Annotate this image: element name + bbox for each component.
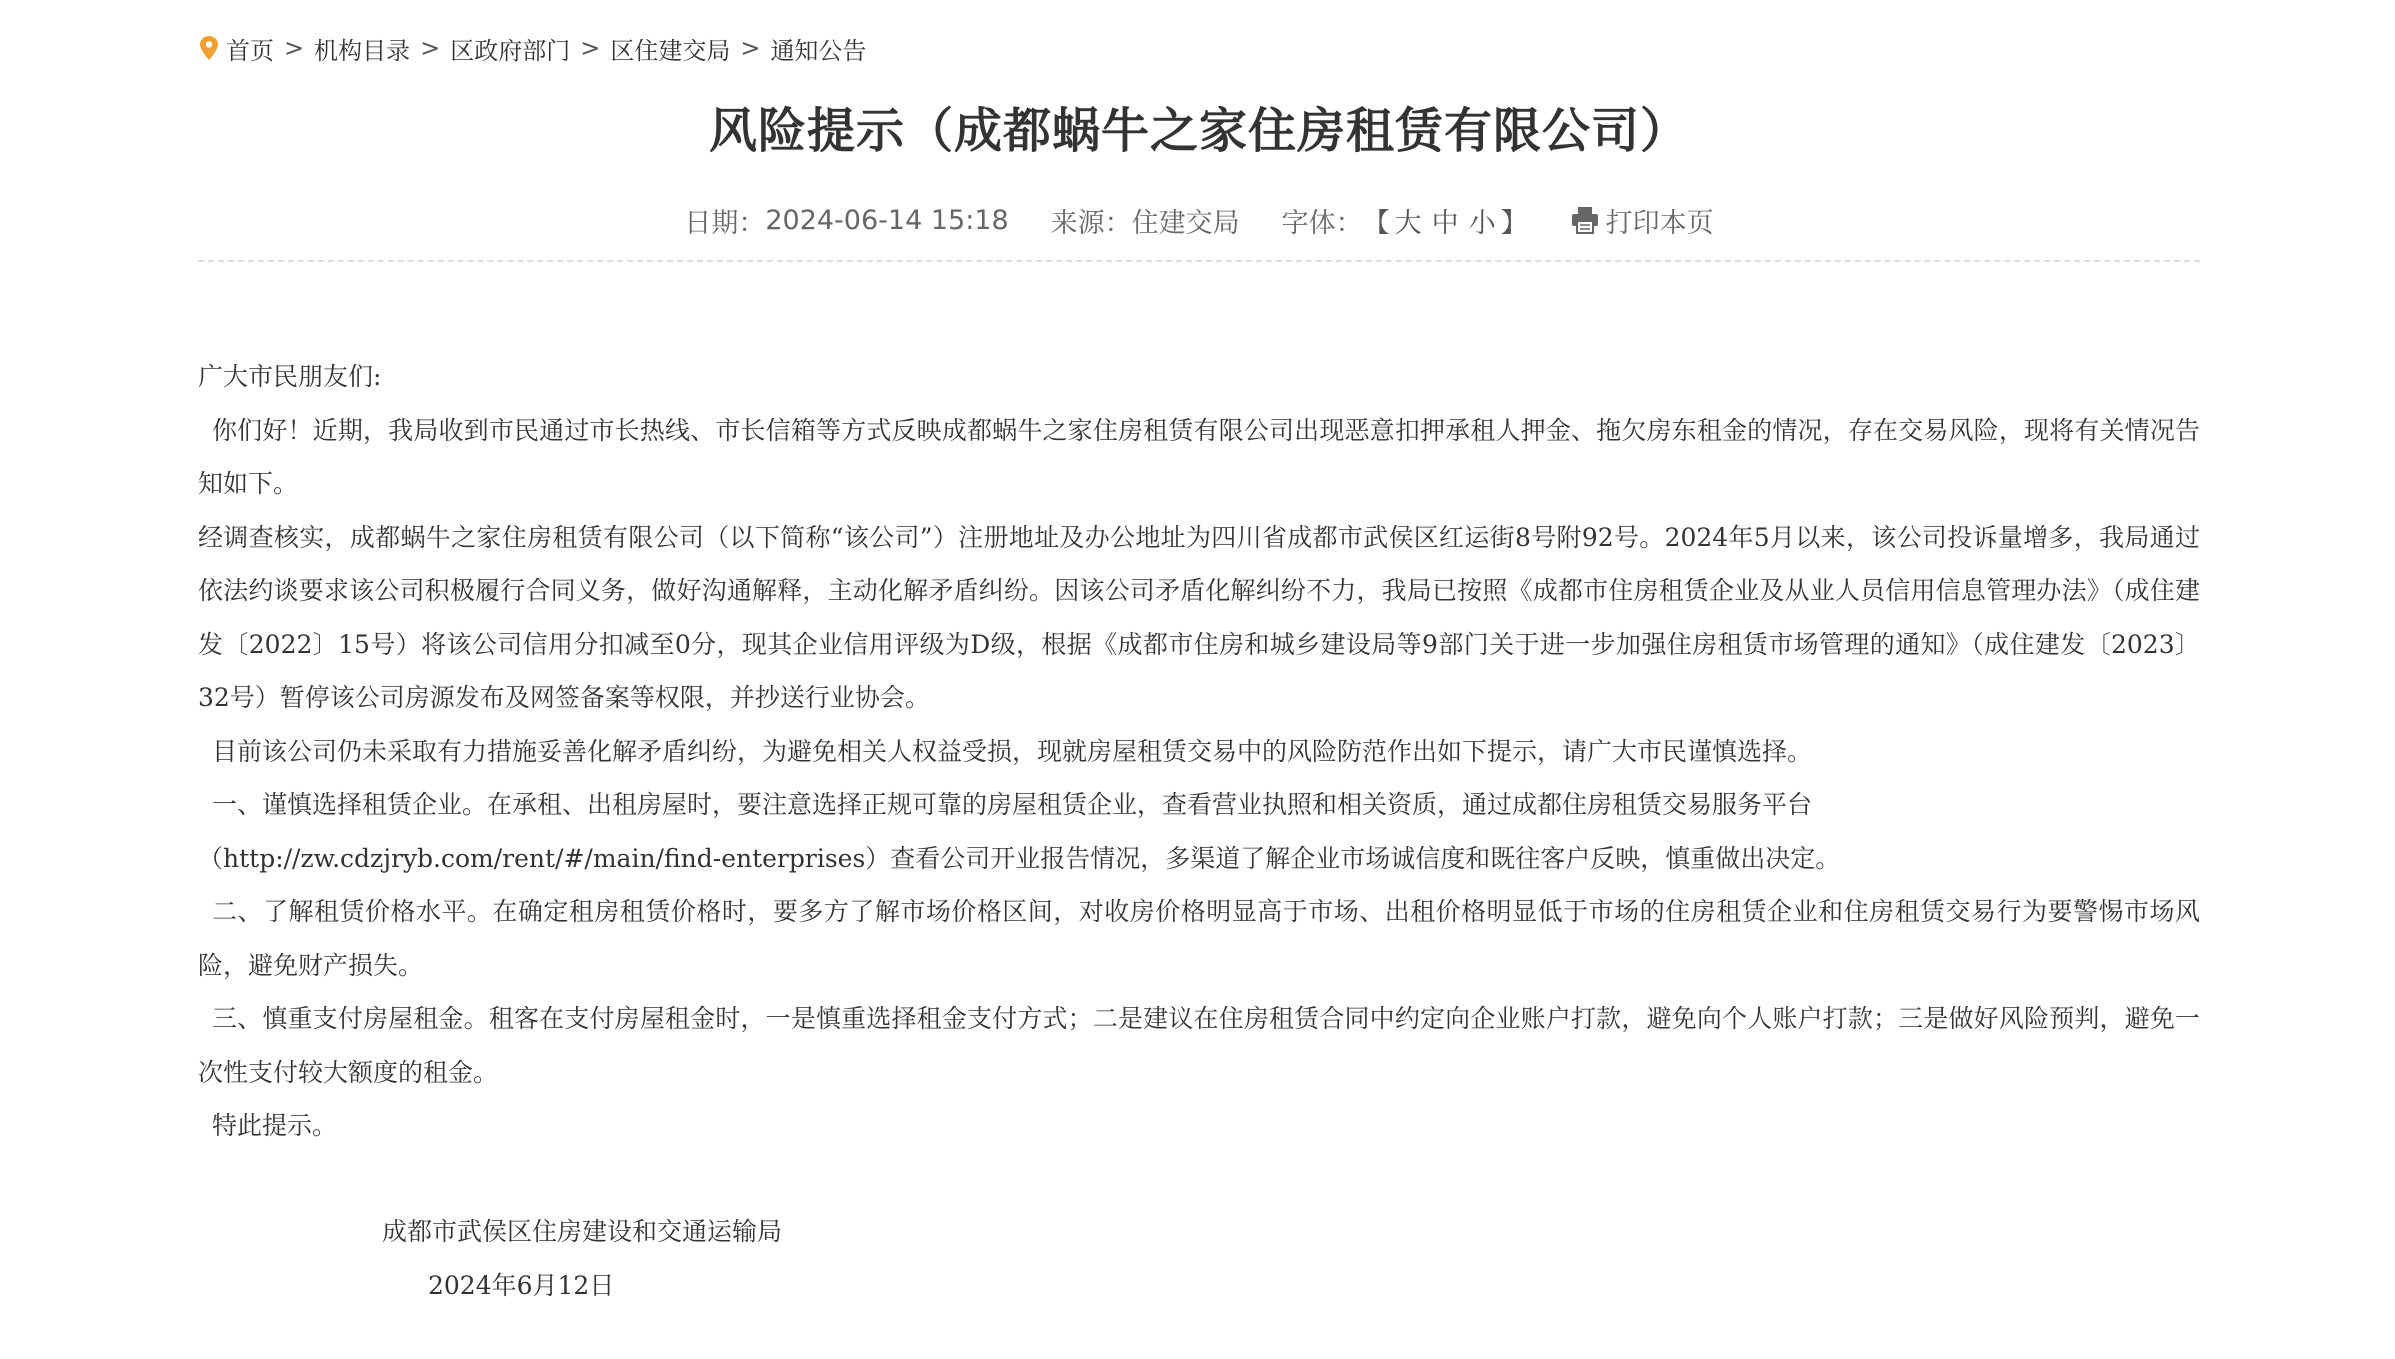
font-size-label: 字体：: [1281, 207, 1363, 239]
date-value: 2024-06-14 15:18: [765, 204, 1009, 236]
breadcrumb-district-departments[interactable]: 区政府部门: [450, 36, 571, 65]
content-paragraph: 经调查核实，成都蜗牛之家住房租赁有限公司（以下简称“该公司”）注册地址及办公地址为四川省成都市武侯区红运街8号附92号。2024年5月以来，该公司投诉量增多，我局通过依法约谈要求该公司积极履行合同义务，做好沟通解释，主动化解矛盾纠纷。因该公司矛盾化解纠纷不力，我局已按照《成都市住房租赁企业及从业人员信用信息管理办法》（成住建发〔2022〕15号）将该公司信用分扣减至0分，现其企业信用评级为D级，根据《成都市住房和城乡建设局等9部门关于进一步加强住房租赁市场管理的通知》（成住建发〔2023〕32号）暂停该公司房源发布及网签备案等权限，并抄送行业协会。: [198, 522, 2200, 712]
signature-organization: 成都市武侯区住房建设和交通运输局: [382, 1217, 783, 1246]
source-label: 来源：: [1050, 207, 1132, 239]
breadcrumb-directory[interactable]: 机构目录: [314, 36, 411, 65]
divider: [198, 260, 2200, 262]
article-meta: [198, 200, 2200, 240]
content-paragraph: （http://zw.cdzjryb.com/rent/#/main/find-enterprises）查看公司开业报告情况，多渠道了解企业市场诚信度和既往客户反映，慎重做出决定。: [198, 843, 1841, 873]
font-size-control: [1282, 201, 1528, 240]
breadcrumb-notices[interactable]: 通知公告: [770, 36, 867, 65]
font-size-large-button[interactable]: 大: [1394, 207, 1422, 239]
source-value: 住建交局: [1131, 207, 1240, 239]
content-paragraph: 你们好！近期，我局收到市民通过市长热线、市长信箱等方式反映成都蜗牛之家住房租赁有限公司出现恶意扣押承租人押金、拖欠房东租金的情况，存在交易风险，现将有关情况告知如下。: [198, 415, 2200, 498]
font-size-medium-button[interactable]: 中: [1431, 207, 1459, 239]
content-paragraph: 一、谨慎选择租赁企业。在承租、出租房屋时，要注意选择正规可靠的房屋租赁企业，查看营业执照和相关资质，通过成都住房租赁交易服务平台: [212, 790, 1813, 819]
breadcrumb-separator: >: [420, 34, 441, 62]
breadcrumb-separator: >: [284, 34, 305, 62]
content-paragraph: 二、了解租赁价格水平。在确定租房租赁价格时，要多方了解市场价格区间，对收房价格明显高于市场、出租价格明显低于市场的住房租赁企业和住房租赁交易行为要警惕市场风险，避免财产损失。: [198, 897, 2200, 980]
content-paragraph: 三、慎重支付房屋租金。租客在支付房屋租金时，一是慎重选择租金支付方式；二是建议在住房租赁合同中约定向企业账户打款，避免向个人账户打款；三是做好风险预判，避免一次性支付较大额度的租金。: [198, 1004, 2200, 1087]
article-page: [198, 0, 2200, 1359]
breadcrumb: [198, 30, 866, 66]
publish-date: [684, 201, 1008, 240]
breadcrumb-home[interactable]: 首页: [226, 36, 274, 65]
greeting: 广大市民朋友们:: [198, 362, 382, 391]
font-size-small-button[interactable]: 小: [1468, 207, 1496, 239]
breadcrumb-separator: >: [740, 34, 761, 62]
article-content: [198, 350, 2200, 1153]
page-title: 风险提示（成都蜗牛之家住房租赁有限公司）: [708, 103, 1689, 159]
print-button[interactable]: [1570, 201, 1714, 240]
printer-icon: [1570, 206, 1600, 234]
date-label: 日期：: [684, 207, 766, 239]
print-label: 打印本页: [1605, 207, 1714, 239]
breadcrumb-separator: >: [580, 34, 601, 62]
location-pin-icon: [198, 35, 220, 61]
article-source: [1051, 201, 1240, 240]
content-paragraph: 目前该公司仍未采取有力措施妥善化解矛盾纠纷，为避免相关人权益受损，现就房屋租赁交易中的风险防范作出如下提示，请广大市民谨慎选择。: [212, 736, 1813, 766]
signature-date: 2024年6月12日: [428, 1271, 615, 1300]
content-paragraph: 特此提示。: [212, 1111, 338, 1140]
breadcrumb-housing-bureau[interactable]: 区住建交局: [610, 36, 731, 65]
bracket-close: 】: [1500, 207, 1528, 239]
bracket-open: 【: [1362, 207, 1390, 239]
